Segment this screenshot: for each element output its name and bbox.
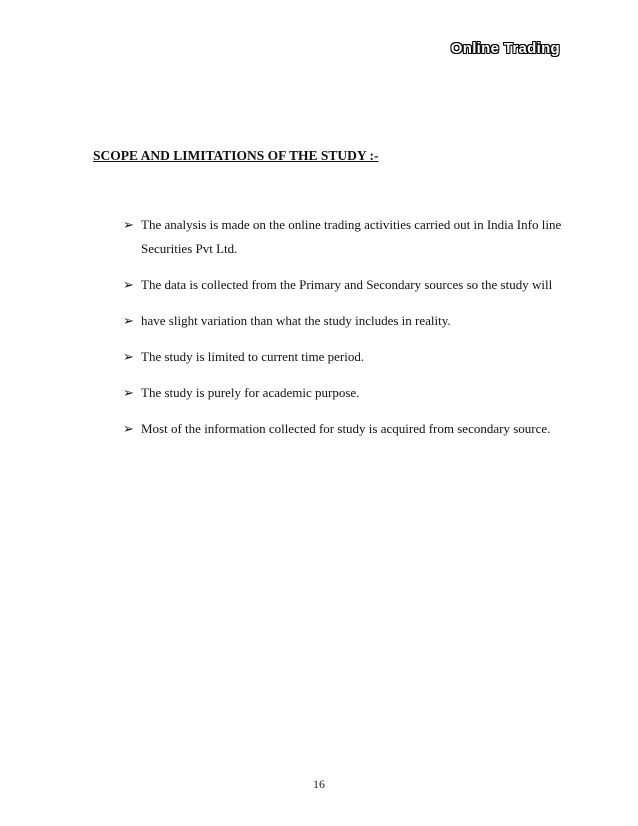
arrow-bullet-icon: ➢ [123,421,134,436]
bullet-text: have slight variation than what the study includes in reality. [141,313,451,328]
bullet-item [123,309,563,333]
arrow-bullet-icon: ➢ [123,349,134,364]
bullet-item [123,273,563,297]
section-heading: SCOPE AND LIMITATIONS OF THE STUDY :- [93,148,379,163]
scope-bullet-list [123,213,563,453]
arrow-bullet-icon: ➢ [123,385,134,400]
bullet-text: The data is collected from the Primary and Secondary sources so the study will [141,277,553,292]
bullet-text: Most of the information collected for study is acquired from secondary source. [141,421,551,436]
bullet-item [123,213,563,261]
header-title: Online Trading [450,40,560,57]
bullet-item [123,345,563,369]
arrow-bullet-icon: ➢ [123,313,134,328]
arrow-bullet-icon: ➢ [123,217,134,232]
bullet-item [123,417,563,441]
page-number: 16 [313,777,325,791]
bullet-text: The study is limited to current time period. [141,349,365,364]
bullet-text: The study is purely for academic purpose. [141,385,360,400]
bullet-text: The analysis is made on the online trading activities carried out in India Info line Securities Pvt Ltd. [141,217,562,256]
arrow-bullet-icon: ➢ [123,277,134,292]
bullet-item [123,381,563,405]
